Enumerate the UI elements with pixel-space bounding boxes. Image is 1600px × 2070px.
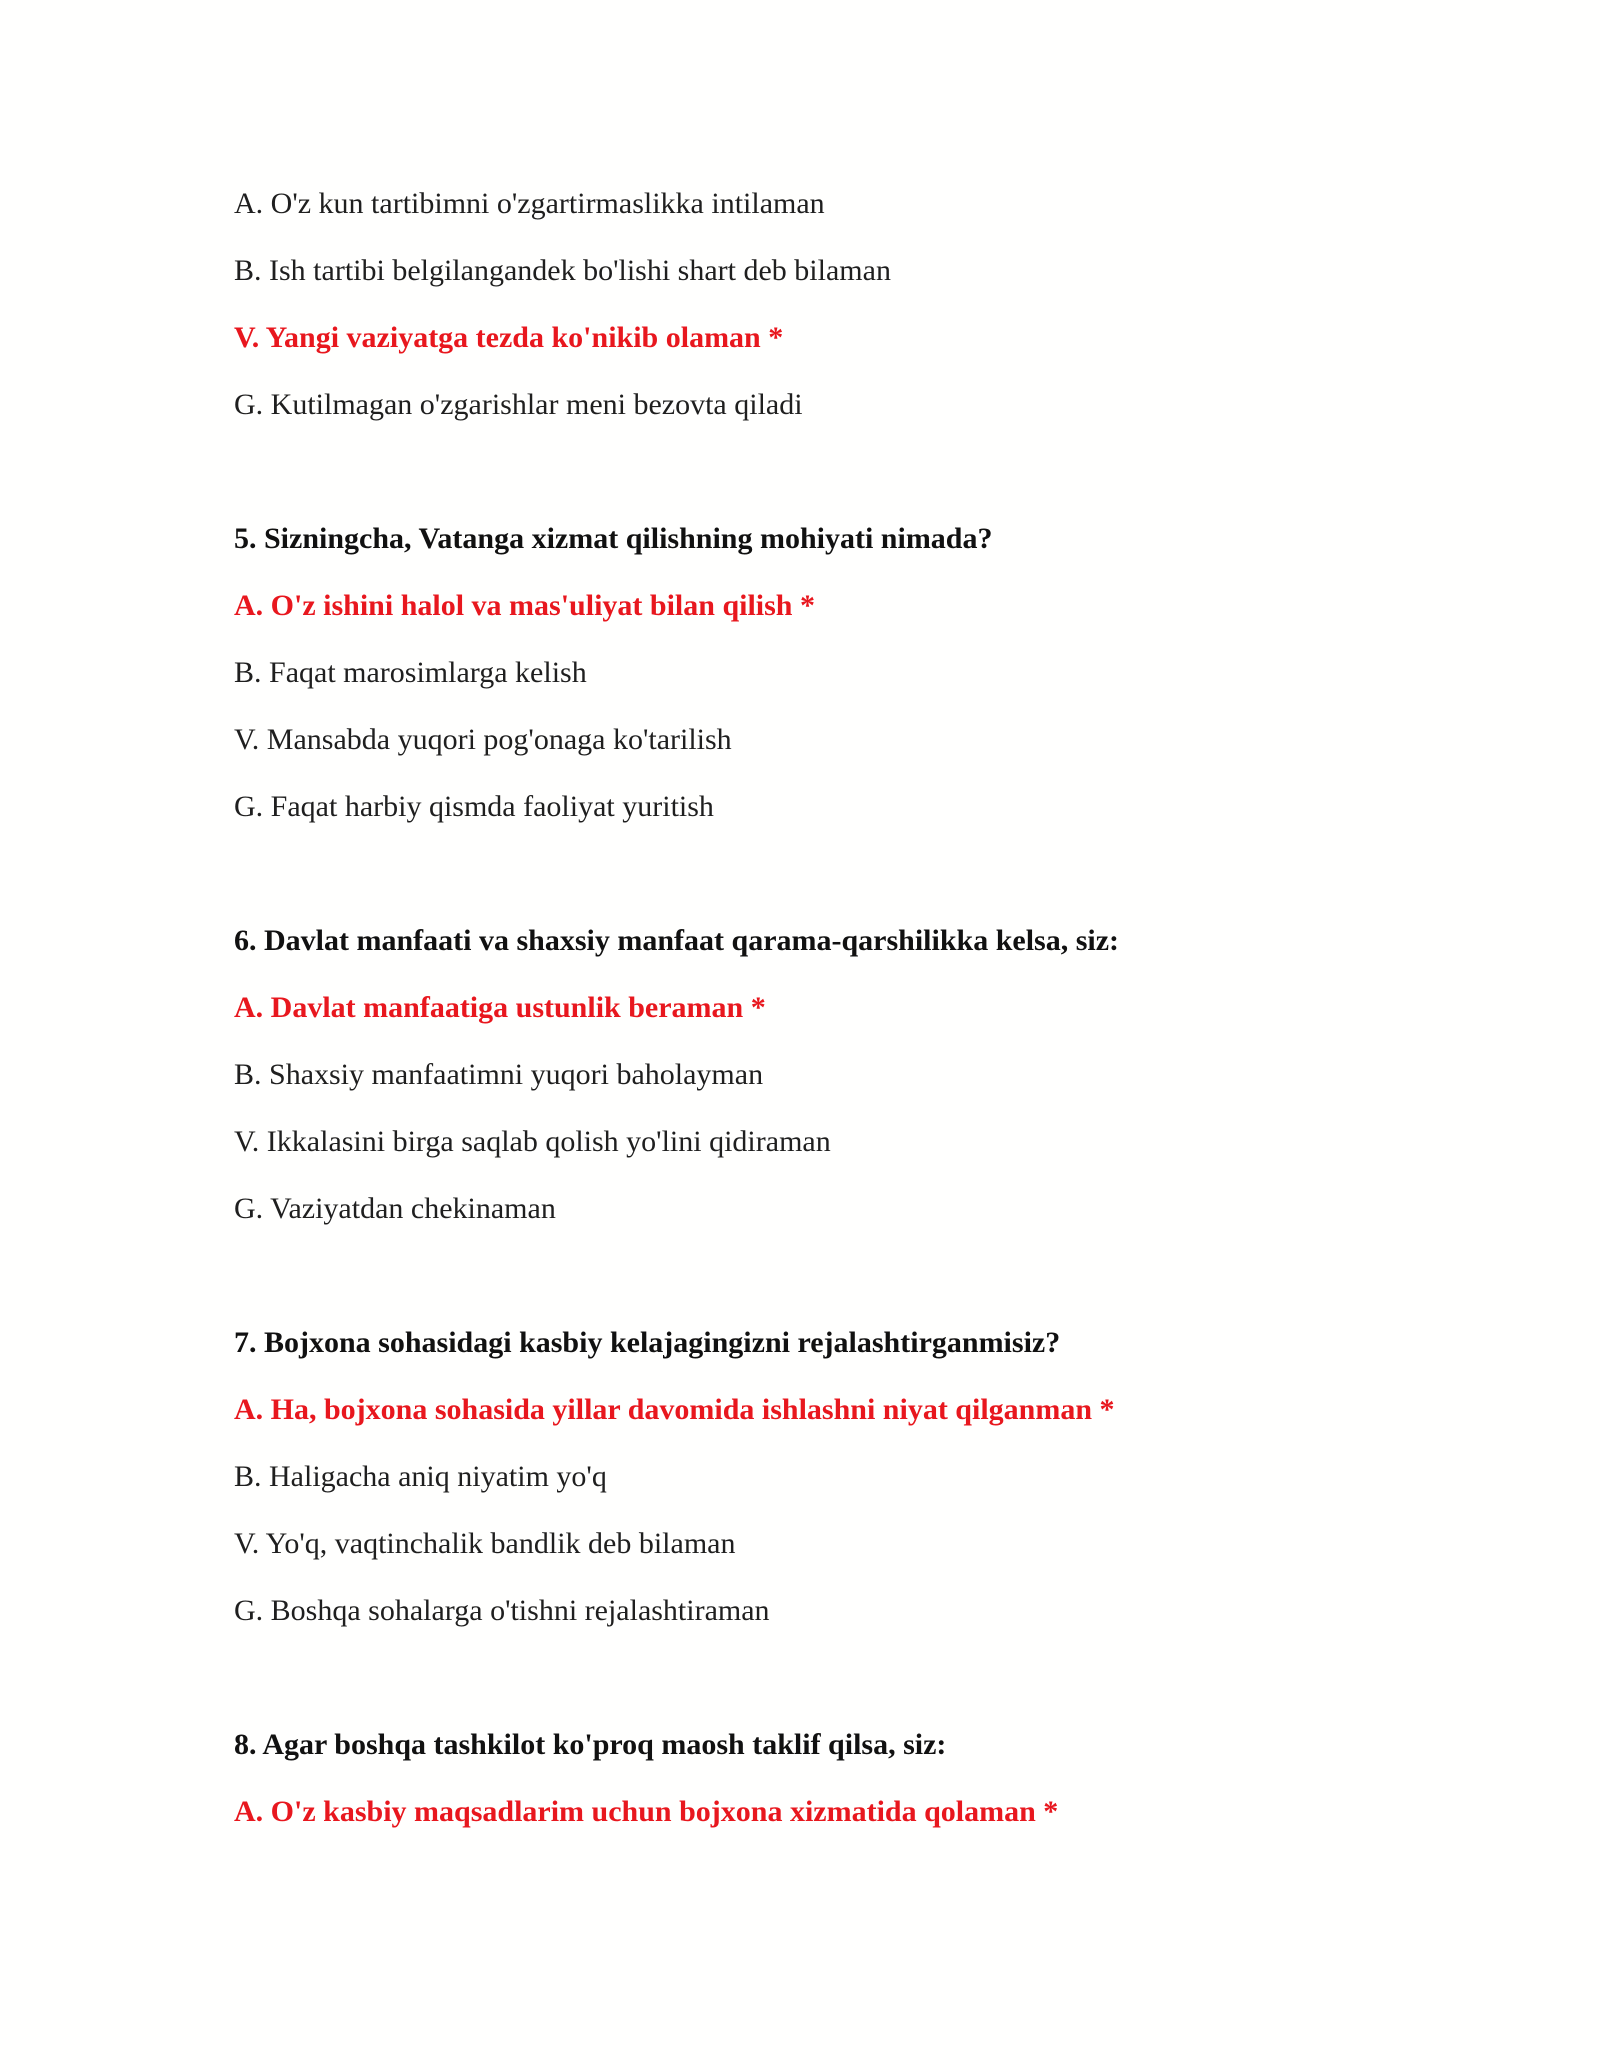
correct-answer-option: A. Davlat manfaatiga ustunlik beraman * bbox=[234, 991, 766, 1024]
question-text: 5. Sizningcha, Vatanga xizmat qilishning mohiyati nimada? bbox=[234, 522, 993, 555]
answer-option: G. Faqat harbiy qismda faoliyat yuritish bbox=[234, 790, 714, 823]
correct-answer-option: A. Ha, bojxona sohasida yillar davomida ishlashni niyat qilganman * bbox=[234, 1393, 1115, 1426]
question-text: 7. Bojxona sohasidagi kasbiy kelajagingizni rejalashtirganmisiz? bbox=[234, 1326, 1061, 1359]
answer-option: V. Yo'q, vaqtinchalik bandlik deb bilaman bbox=[234, 1527, 736, 1560]
question-text: 8. Agar boshqa tashkilot ko'proq maosh taklif qilsa, siz: bbox=[234, 1728, 947, 1761]
answer-option: B. Faqat marosimlarga kelish bbox=[234, 656, 587, 689]
answer-option: V. Mansabda yuqori pog'onaga ko'tarilish bbox=[234, 723, 732, 756]
question-block bbox=[234, 521, 1434, 825]
question-block bbox=[234, 1325, 1434, 1629]
block-spacer bbox=[234, 1258, 1434, 1325]
block-spacer bbox=[234, 856, 1434, 923]
answer-option: G. Vaziyatdan chekinaman bbox=[234, 1192, 556, 1225]
question-block bbox=[234, 1727, 1434, 1830]
correct-answer-option: A. O'z ishini halol va mas'uliyat bilan qilish * bbox=[234, 589, 815, 622]
question-block bbox=[234, 186, 1434, 423]
block-spacer bbox=[234, 454, 1434, 521]
answer-option: V. Ikkalasini birga saqlab qolish yo'lini qidiraman bbox=[234, 1125, 831, 1158]
answer-option: A. O'z kun tartibimni o'zgartirmaslikka intilaman bbox=[234, 187, 825, 220]
answer-option: G. Boshqa sohalarga o'tishni rejalashtiraman bbox=[234, 1594, 770, 1627]
answer-option: G. Kutilmagan o'zgarishlar meni bezovta qiladi bbox=[234, 388, 803, 421]
answer-option: B. Ish tartibi belgilangandek bo'lishi shart deb bilaman bbox=[234, 254, 891, 287]
question-text: 6. Davlat manfaati va shaxsiy manfaat qarama-qarshilikka kelsa, siz: bbox=[234, 924, 1120, 957]
question-list bbox=[234, 186, 1434, 1861]
correct-answer-option: V. Yangi vaziyatga tezda ko'nikib olaman * bbox=[234, 321, 784, 354]
block-spacer bbox=[234, 1660, 1434, 1727]
answer-option: B. Shaxsiy manfaatimni yuqori baholayman bbox=[234, 1058, 764, 1091]
correct-answer-option: A. O'z kasbiy maqsadlarim uchun bojxona xizmatida qolaman * bbox=[234, 1795, 1059, 1828]
answer-option: B. Haligacha aniq niyatim yo'q bbox=[234, 1460, 607, 1493]
question-block bbox=[234, 923, 1434, 1227]
